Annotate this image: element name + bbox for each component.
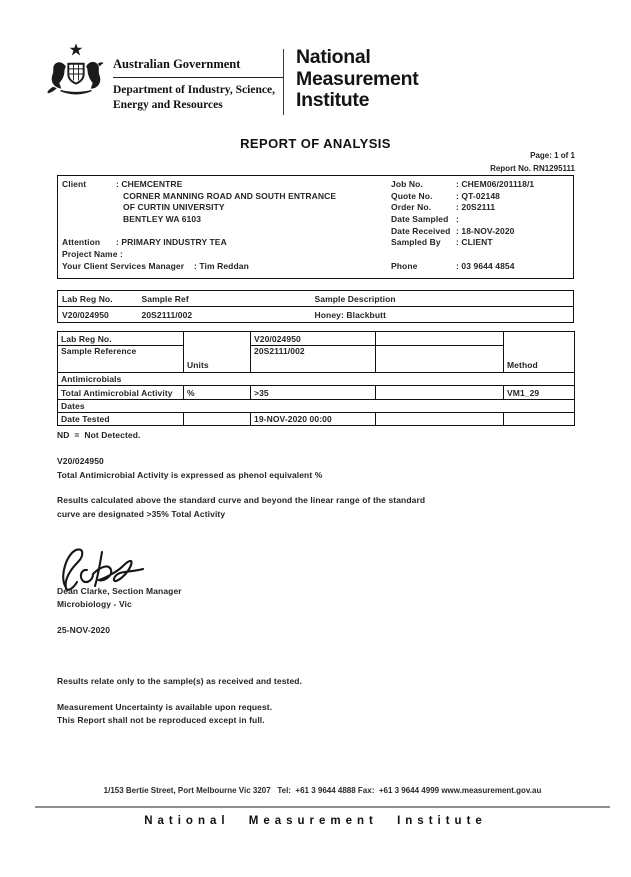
section-antimicrobials-label: Antimicrobials [58,373,575,386]
analyte-units: % [184,386,251,400]
page-info [490,149,575,175]
order-no-label: Order No. [391,202,432,213]
sample-table-row [58,307,574,323]
quote-no-value: : QT-02148 [456,190,500,201]
results-table [57,331,575,426]
client-info-right [391,179,569,273]
sample-ref-value: 20S2111/002 [141,309,193,320]
job-no-value: : CHEM06/201118/1 [456,179,535,189]
analyte-method: VM1_29 [504,386,575,400]
analyte-name: Total Antimicrobial Activity [58,386,184,400]
client-info-left [62,179,382,273]
client-address-3: BENTLEY WA 6103 [123,214,202,225]
sample-description-value: Honey: Blackbutt [314,309,386,320]
footer-divider [35,806,610,808]
nmi-logo [296,47,418,112]
date-tested-empty-cell [376,413,504,426]
gov-dept-line2: Energy and Resources [113,99,223,111]
gov-title: Australian Government [113,57,283,78]
nmi-logo-line3: Institute [296,89,370,111]
page-number: Page: 1 of 1 [530,151,575,160]
signatory-name-title: Dean Clarke, Section Manager [57,586,182,596]
signature-date: 25-NOV-2020 [57,625,111,635]
government-block [113,57,283,113]
sample-table-header-row [58,291,574,307]
sampled-by-label: Sampled By [391,237,441,248]
client-address-2: OF CURTIN UNIVERSITY [123,202,225,213]
sampled-by-value: : CLIENT [456,237,493,248]
section-antimicrobials [58,373,575,386]
date-sampled-label: Date Sampled [391,214,449,225]
col-header-sample-description: Sample Description [311,291,574,307]
date-received-value: : 18-NOV-2020 [456,225,515,236]
col-header-sample-ref: Sample Ref [138,291,311,307]
note-calculation-line2: curve are designated >35% Total Activity [57,509,226,519]
results-empty-col-header [376,332,504,346]
client-address-1: CORNER MANNING ROAD AND SOUTH ENTRANCE [123,190,337,201]
section-dates [58,400,575,413]
results-sample-ref-value: 20S2111/002 [251,346,376,373]
results-lab-reg-label: Lab Reg No. [58,332,184,346]
note-calculation-line1: Results calculated above the standard curve and beyond the linear range of the standard [57,495,426,505]
signature-icon [57,544,149,592]
date-tested-label: Date Tested [58,413,184,426]
analyte-row [58,386,575,400]
lab-reg-no-value: V20/024950 [62,309,109,320]
disclaimer-line2: Measurement Uncertainty is available upon request. [57,702,273,712]
results-sample-ref-label: Sample Reference [58,346,184,373]
client-label: Client [62,179,87,189]
australian-coat-of-arms-icon [44,42,108,106]
signatory-department: Microbiology - Vic [57,599,132,609]
analyte-result: >35 [251,386,376,400]
footer-address: 1/153 Bertie Street, Port Melbourne Vic 3207 Tel: +61 3 9644 4888 Fax: +61 3 9644 4999 www.measurement.gov.au [103,786,542,795]
col-header-lab-reg-no: Lab Reg No. [58,291,138,307]
analyte-empty-cell [376,386,504,400]
disclaimer-line1: Results relate only to the sample(s) as received and tested. [57,676,303,686]
date-received-label: Date Received [391,225,451,236]
job-no-label: Job No. [391,179,423,189]
date-tested-value: 19-NOV-2020 00:00 [251,413,376,426]
client-info-box [57,175,574,279]
date-tested-units-cell [184,413,251,426]
results-method-label: Method [504,332,575,373]
client-name: : CHEMCENTRE [116,179,183,189]
note-nd: ND = Not Detected. [57,430,141,440]
results-empty-col-value [376,346,504,373]
results-lab-reg-value: V20/024950 [251,332,376,346]
report-title: REPORT OF ANALYSIS [240,136,391,151]
attention-value: : PRIMARY INDUSTRY TEA [116,237,227,248]
header-divider [283,49,284,115]
gov-dept-line1: Department of Industry, Science, [113,84,275,96]
disclaimer-line3: This Report shall not be reproduced except in full. [57,715,265,725]
footer-banner: National Measurement Institute [144,815,487,827]
phone-label: Phone [391,260,418,271]
nmi-logo-line2: Measurement [296,67,419,90]
nmi-logo-line1: National [296,46,371,68]
report-number: Report No. RN1295111 [490,164,575,173]
phone-value: : 03 9644 4854 [456,260,515,271]
quote-no-label: Quote No. [391,190,433,201]
attention-label: Attention [62,237,101,248]
project-name-label: Project Name : [62,249,123,260]
date-tested-row [58,413,575,426]
sample-summary-table [57,290,574,323]
results-header-row-2 [58,346,575,373]
results-units-label: Units [184,332,251,373]
date-sampled-value: : [456,214,459,225]
note-sample-id: V20/024950 [57,456,104,466]
date-tested-method-cell [504,413,575,426]
section-dates-label: Dates [58,400,575,413]
results-header-row-1 [58,332,575,346]
manager-value: : Tim Reddan [194,260,249,271]
manager-label: Your Client Services Manager [62,260,185,271]
order-no-value: : 20S2111 [456,202,496,213]
note-expression: Total Antimicrobial Activity is expressed as phenol equivalent % [57,470,323,480]
